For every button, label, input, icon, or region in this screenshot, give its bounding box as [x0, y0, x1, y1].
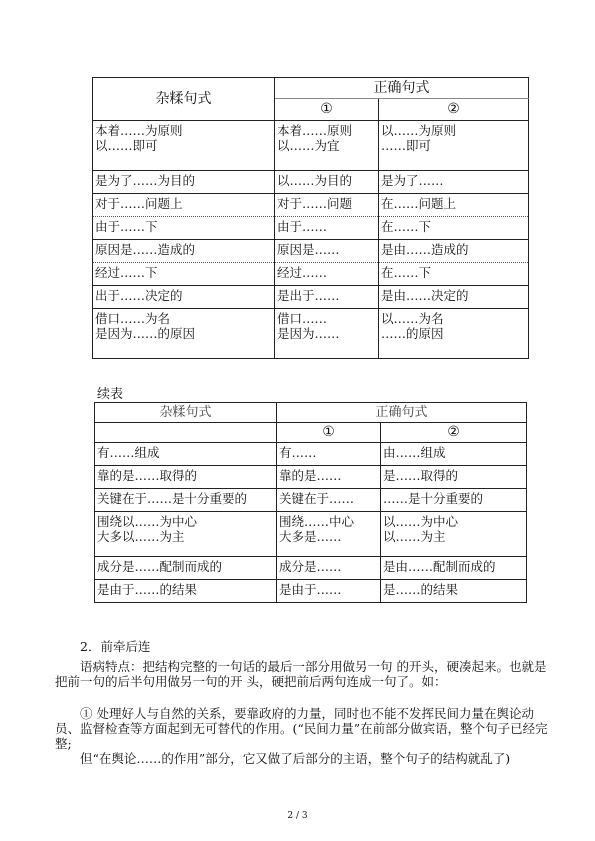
cell-line: 是因为……	[277, 326, 340, 341]
cell-line: 是由……造成的	[381, 242, 469, 257]
header-mixed-pattern: 杂糅句式	[95, 403, 277, 423]
cell-line: 是由……配制而成的	[383, 559, 496, 574]
col-1-marker: ①	[275, 99, 379, 121]
correct-pattern-1-cell	[275, 240, 379, 263]
cell-line: 本着……原则	[277, 123, 353, 138]
cell-line: 本着……为原则	[95, 123, 183, 138]
table-caption: 续表	[97, 387, 124, 402]
table-row	[93, 171, 529, 194]
cell-line: 关键在于……	[279, 491, 355, 506]
paragraph-example: ① 处理好人与自然的关系，要靠政府的力量，同时也不能不发挥民间力量在舆论动员、监督检查等方面起到无可替代的作用。(“民间力量”在前部分做宾语，整个句子已经完整;	[55, 706, 548, 751]
col-2-marker: ②	[381, 423, 527, 443]
cell-line: 是因为……的原因	[95, 326, 196, 341]
cell-line: 有……组成	[97, 445, 160, 460]
cell-line: 有……	[279, 445, 317, 460]
correct-pattern-2-cell	[379, 121, 529, 171]
mixed-pattern-cell	[93, 286, 275, 309]
correct-pattern-1-cell	[275, 286, 379, 309]
table-body	[93, 121, 529, 359]
cell-line: 成分是……	[279, 559, 342, 574]
sentence-pattern-table-continued	[94, 402, 527, 603]
cell-line: 围绕以……为中心	[97, 514, 198, 529]
header-mixed-pattern: 杂糅句式	[93, 78, 275, 121]
correct-pattern-2-cell	[381, 580, 527, 603]
table-row	[95, 489, 527, 512]
table-row	[95, 557, 527, 580]
cell-line: 在……问题上	[381, 196, 457, 211]
cell-line: 是出于……	[277, 288, 340, 303]
correct-pattern-1-cell	[277, 466, 381, 489]
cell-line: 成分是……配制而成的	[97, 559, 223, 574]
correct-pattern-2-cell	[381, 557, 527, 580]
cell-line: 以……为中心	[383, 514, 459, 529]
col-1-marker: ①	[277, 423, 381, 443]
cell-line: 出于……决定的	[95, 288, 183, 303]
cell-line: 借口……	[277, 311, 328, 326]
table-row	[95, 512, 527, 557]
table-row	[93, 194, 529, 217]
table-row	[95, 466, 527, 489]
cell-line: 以……为主	[383, 529, 446, 544]
cell-line: 以……为目的	[277, 173, 353, 188]
table-body	[95, 443, 527, 603]
mixed-pattern-cell	[93, 171, 275, 194]
cell-line: 经过……下	[95, 265, 158, 280]
mixed-pattern-cell	[95, 489, 277, 512]
correct-pattern-1-cell	[275, 171, 379, 194]
cell-line: 以……为名	[381, 311, 444, 326]
cell-line: 以……为宜	[277, 138, 340, 153]
page-number: 2 / 3	[287, 811, 308, 821]
mixed-pattern-cell	[95, 512, 277, 557]
table-row	[93, 286, 529, 309]
correct-pattern-1-cell	[275, 263, 379, 286]
correct-pattern-1-cell	[275, 194, 379, 217]
table-row	[95, 443, 527, 466]
table-row	[93, 309, 529, 359]
cell-line: 是……的结果	[383, 582, 459, 597]
table-row	[93, 263, 529, 286]
table-row	[93, 121, 529, 171]
header-correct-pattern: 正确句式	[275, 78, 529, 99]
cell-line: 以……为原则	[381, 123, 457, 138]
cell-line: 是由于……的结果	[97, 582, 198, 597]
correct-pattern-1-cell	[277, 443, 381, 466]
paragraph-feature: 语病特点：把结构完整的一句话的最后一部分用做另一句 的开头，硬凑起来。也就是把前一句的后半句用做另一句的开 头，硬把前后两句连成一句了。如：	[55, 659, 547, 689]
mixed-pattern-cell	[95, 557, 277, 580]
correct-pattern-1-cell	[277, 580, 381, 603]
cell-line: 由……组成	[383, 445, 446, 460]
mixed-pattern-cell	[93, 263, 275, 286]
correct-pattern-2-cell	[381, 489, 527, 512]
mixed-pattern-cell	[93, 309, 275, 359]
correct-pattern-2-cell	[379, 309, 529, 359]
cell-line: 是由……决定的	[381, 288, 469, 303]
mixed-pattern-cell	[93, 194, 275, 217]
col-2-marker: ②	[379, 99, 529, 121]
cell-line: 以……即可	[95, 138, 158, 153]
mixed-pattern-cell	[93, 121, 275, 171]
cell-line: 对于……问题	[277, 196, 353, 211]
cell-line: 靠的是……	[279, 468, 342, 483]
cell-line: 借口……为名	[95, 311, 171, 326]
correct-pattern-2-cell	[381, 466, 527, 489]
cell-line: 靠的是……取得的	[97, 468, 198, 483]
cell-line: 是……取得的	[383, 468, 459, 483]
cell-line: 由于……下	[95, 219, 158, 234]
correct-pattern-2-cell	[379, 171, 529, 194]
mixed-pattern-cell	[95, 580, 277, 603]
correct-pattern-1-cell	[277, 489, 381, 512]
correct-pattern-2-cell	[381, 512, 527, 557]
cell-line: 是为了……	[381, 173, 444, 188]
mixed-pattern-cell	[93, 217, 275, 240]
cell-line: ……的原因	[381, 326, 444, 341]
header-correct-pattern: 正确句式	[277, 403, 527, 423]
empty-header-cell	[95, 423, 277, 443]
correct-pattern-1-cell	[277, 557, 381, 580]
paragraph-explanation: 但“在舆论……的作用”部分，它又做了后部分的主语，整个句子的结构就乱了)	[80, 751, 511, 766]
mixed-pattern-cell	[93, 240, 275, 263]
table-row	[93, 217, 529, 240]
cell-line: ……即可	[381, 138, 432, 153]
cell-line: 是由于……	[279, 582, 342, 597]
cell-line: ……是十分重要的	[383, 491, 484, 506]
correct-pattern-2-cell	[379, 194, 529, 217]
correct-pattern-1-cell	[275, 121, 379, 171]
cell-line: 是为了……为目的	[95, 173, 196, 188]
cell-line: 关键在于……是十分重要的	[97, 491, 248, 506]
cell-line: 原因是……造成的	[95, 242, 196, 257]
table-row	[93, 240, 529, 263]
cell-line: 在……下	[381, 219, 432, 234]
cell-line: 大多是……	[279, 529, 342, 544]
correct-pattern-1-cell	[277, 512, 381, 557]
correct-pattern-2-cell	[381, 443, 527, 466]
cell-line: 围绕……中心	[279, 514, 355, 529]
cell-line: 在……下	[381, 265, 432, 280]
cell-line: 原因是……	[277, 242, 340, 257]
section-title: 2．前牵后连	[80, 639, 151, 654]
mixed-pattern-cell	[95, 443, 277, 466]
cell-line: 对于……问题上	[95, 196, 183, 211]
mixed-pattern-cell	[95, 466, 277, 489]
cell-line: 由于……	[277, 219, 328, 234]
sentence-pattern-table	[92, 77, 529, 359]
correct-pattern-2-cell	[379, 263, 529, 286]
correct-pattern-2-cell	[379, 286, 529, 309]
correct-pattern-2-cell	[379, 217, 529, 240]
correct-pattern-1-cell	[275, 217, 379, 240]
cell-line: 经过……	[277, 265, 328, 280]
cell-line: 大多以……为主	[97, 529, 185, 544]
correct-pattern-1-cell	[275, 309, 379, 359]
table-row	[95, 580, 527, 603]
correct-pattern-2-cell	[379, 240, 529, 263]
